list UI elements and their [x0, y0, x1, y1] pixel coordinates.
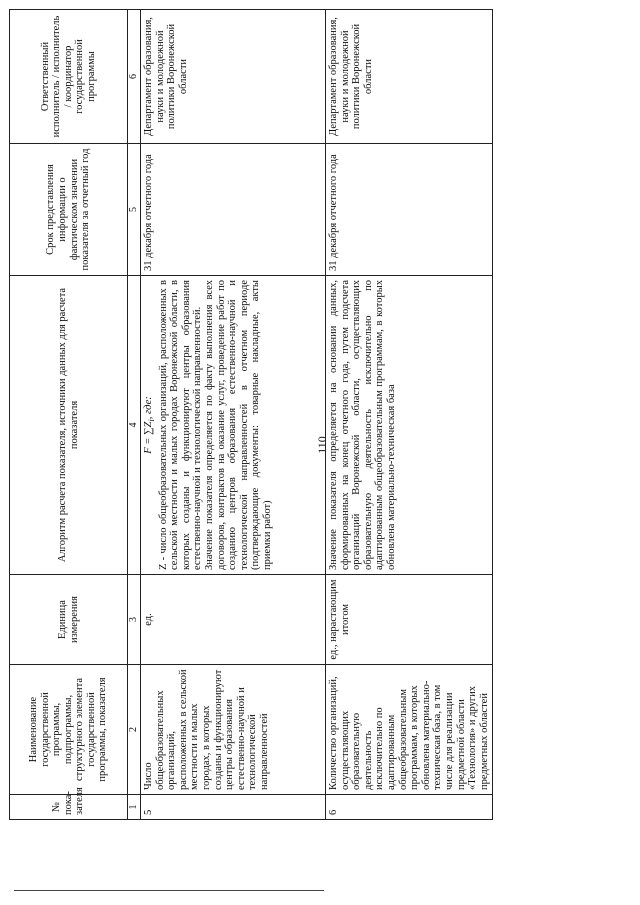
algorithm: Значение показателя определяется на основании данных, сформированных на конец отчетного года, путем подсчета организаций Воронежской области, осуществляющих образовательную деятельность исключительно по адаптированным общеобразовательным программам, в которых обновлена материально-техническая база	[326, 276, 493, 575]
table-row	[141, 10, 326, 820]
rotated-table-container	[9, 10, 490, 820]
deadline: 31 декабря отчетного года	[326, 144, 493, 276]
row-number: 6	[326, 795, 493, 820]
algorithm-text: Z - число общеобразовательных организаций, расположенных в сельской местности и малых городах Воронежской области, в которых созданы и функционируют центры образования естественно-научной и технологической направленностей.	[157, 280, 204, 570]
footer-rule	[14, 890, 324, 891]
row-number: 5	[141, 795, 326, 820]
header-responsible: Ответственный исполнитель / исполнитель / координатор государственной программы	[10, 10, 128, 144]
indicators-table	[9, 9, 493, 820]
algorithm	[141, 276, 326, 575]
column-number: 2	[128, 665, 141, 795]
deadline: 31 декабря отчетного года	[141, 144, 326, 276]
page-number: 110	[315, 436, 329, 454]
header-unit: Единица измерения	[10, 575, 128, 665]
column-number: 6	[128, 10, 141, 144]
column-number-row	[128, 10, 141, 820]
responsible: Департамент образования, науки и молодежной политики Воронежской области	[141, 10, 326, 144]
header-name: Наименование государственной программы, подпрограммы, структурного элемента государственной программы, показателя	[10, 665, 128, 795]
unit: ед.	[141, 575, 326, 665]
indicator-name: Количество организаций, осуществляющих образовательную деятельность исключительно по адаптированным общеобразовательным программам, в которых обновлена материально-техническая база, в том числе для реализации предметной области «Технология» и других предметных областей	[326, 665, 493, 795]
column-number: 1	[128, 795, 141, 820]
formula: $F = \sum Z_i$, где:	[143, 396, 157, 454]
column-number: 5	[128, 144, 141, 276]
header-deadline: Срок представления информации о фактическом значении показателя за отчетный год	[10, 144, 128, 276]
table-row	[326, 10, 493, 820]
header-number: № пока-зателя	[10, 795, 128, 820]
table-header-row	[10, 10, 128, 820]
algorithm-note: Значение показателя определяется по факту выполнения всех договоров, контрактов на оказание услуг, проведение работ по созданию центров образования естественно-научной и технологической направленностей в отчетном периоде (подтверждающие документы: товарные накладные, акты приемки работ)	[204, 280, 274, 570]
column-number: 3	[128, 575, 141, 665]
unit: ед., нарастающим итогом	[326, 575, 493, 665]
header-algorithm: Алгоритм расчета показателя, источники данных для расчета показателя	[10, 276, 128, 575]
responsible: Департамент образования, науки и молодежной политики Воронежской области	[326, 10, 493, 144]
column-number: 4	[128, 276, 141, 575]
indicator-name: Число общеобразовательных организаций, расположенных в сельской местности и малых городах, в которых созданы и функционируют центры образования естественно-научной и технологической направленностей	[141, 665, 326, 795]
